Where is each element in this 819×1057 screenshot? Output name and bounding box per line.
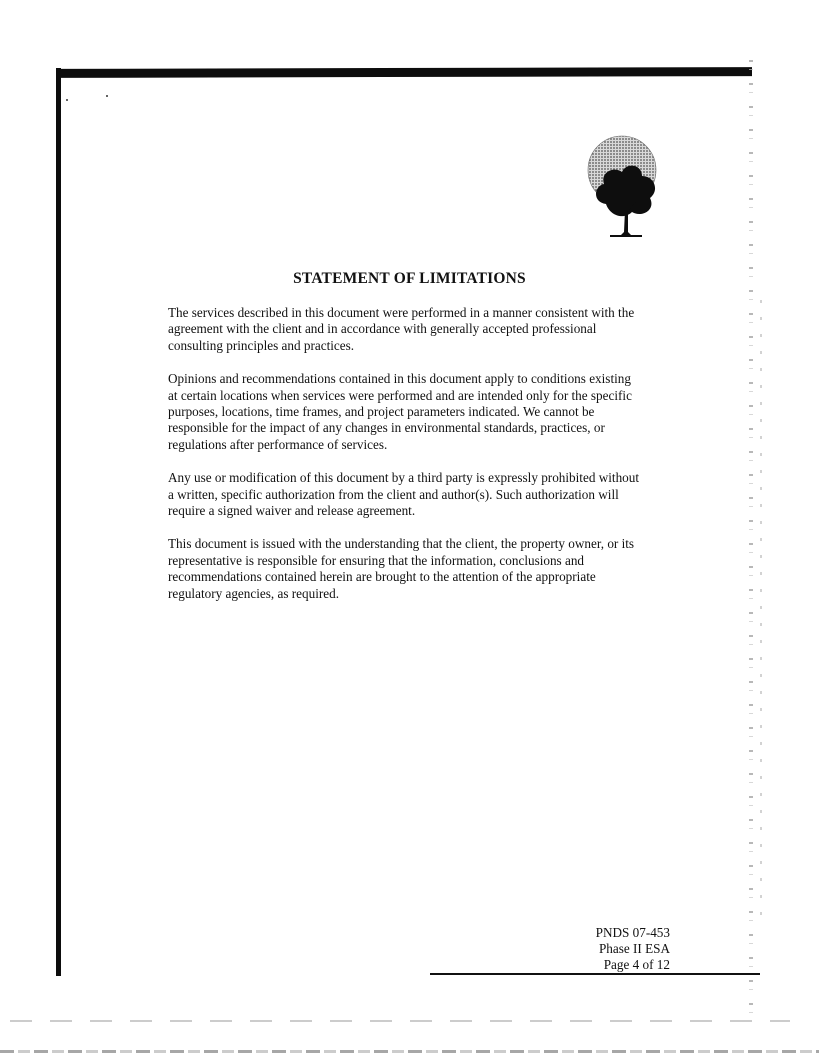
tree-moon-logo-icon [580,132,670,242]
scan-speck [106,95,108,97]
text-line: purposes, locations, time frames, and project parameters indicated. We cannot be [168,404,595,420]
text-line: Opinions and recommendations contained in this document apply to conditions existing [168,371,631,387]
limitations-body [168,305,668,619]
report-type: Phase II ESA [598,941,670,956]
text-line: regulations after performance of services. [168,436,388,452]
scan-speck [66,99,68,101]
page-footer [560,925,670,973]
scan-edge-noise [749,60,753,1020]
text-line: a written, specific authorization from the client and author(s). Such authorization will [168,486,619,502]
scan-edge-noise [10,1020,790,1022]
text-line: This document is issued with the understanding that the client, the property owner, or its [168,536,635,552]
page-number: Page 4 of 12 [603,957,670,972]
text-line: recommendations contained herein are brought to the attention of the appropriate [168,569,596,585]
paragraph-services [168,305,668,354]
left-border-rule [56,68,61,976]
text-line: Any use or modification of this document by a third party is expressly prohibited without [168,470,640,486]
text-line: agreement with the client and in accordance with generally accepted professional [168,321,597,337]
text-line: require a signed waiver and release agreement. [168,503,416,519]
text-line: representative is responsible for ensuring that the information, conclusions and [168,552,585,568]
top-border-rule [56,67,752,78]
text-line: consulting principles and practices. [168,337,355,353]
text-line: The services described in this document were performed in a manner consistent with the [168,305,635,320]
text-line: responsible for the impact of any changes in environmental standards, practices, or [168,420,605,436]
text-line: regulatory agencies, as required. [168,585,339,601]
project-number: PNDS 07-453 [595,925,670,940]
scan-edge-noise [760,300,762,920]
paragraph-responsibility [168,536,668,602]
text-line: at certain locations when services were performed and are intended only for the specific [168,387,632,403]
paragraph-opinions [168,371,668,453]
footer-rule [430,973,760,975]
paragraph-third-party-use [168,470,668,519]
scan-edge-noise [0,1050,819,1053]
page-title: STATEMENT OF LIMITATIONS [293,270,526,287]
